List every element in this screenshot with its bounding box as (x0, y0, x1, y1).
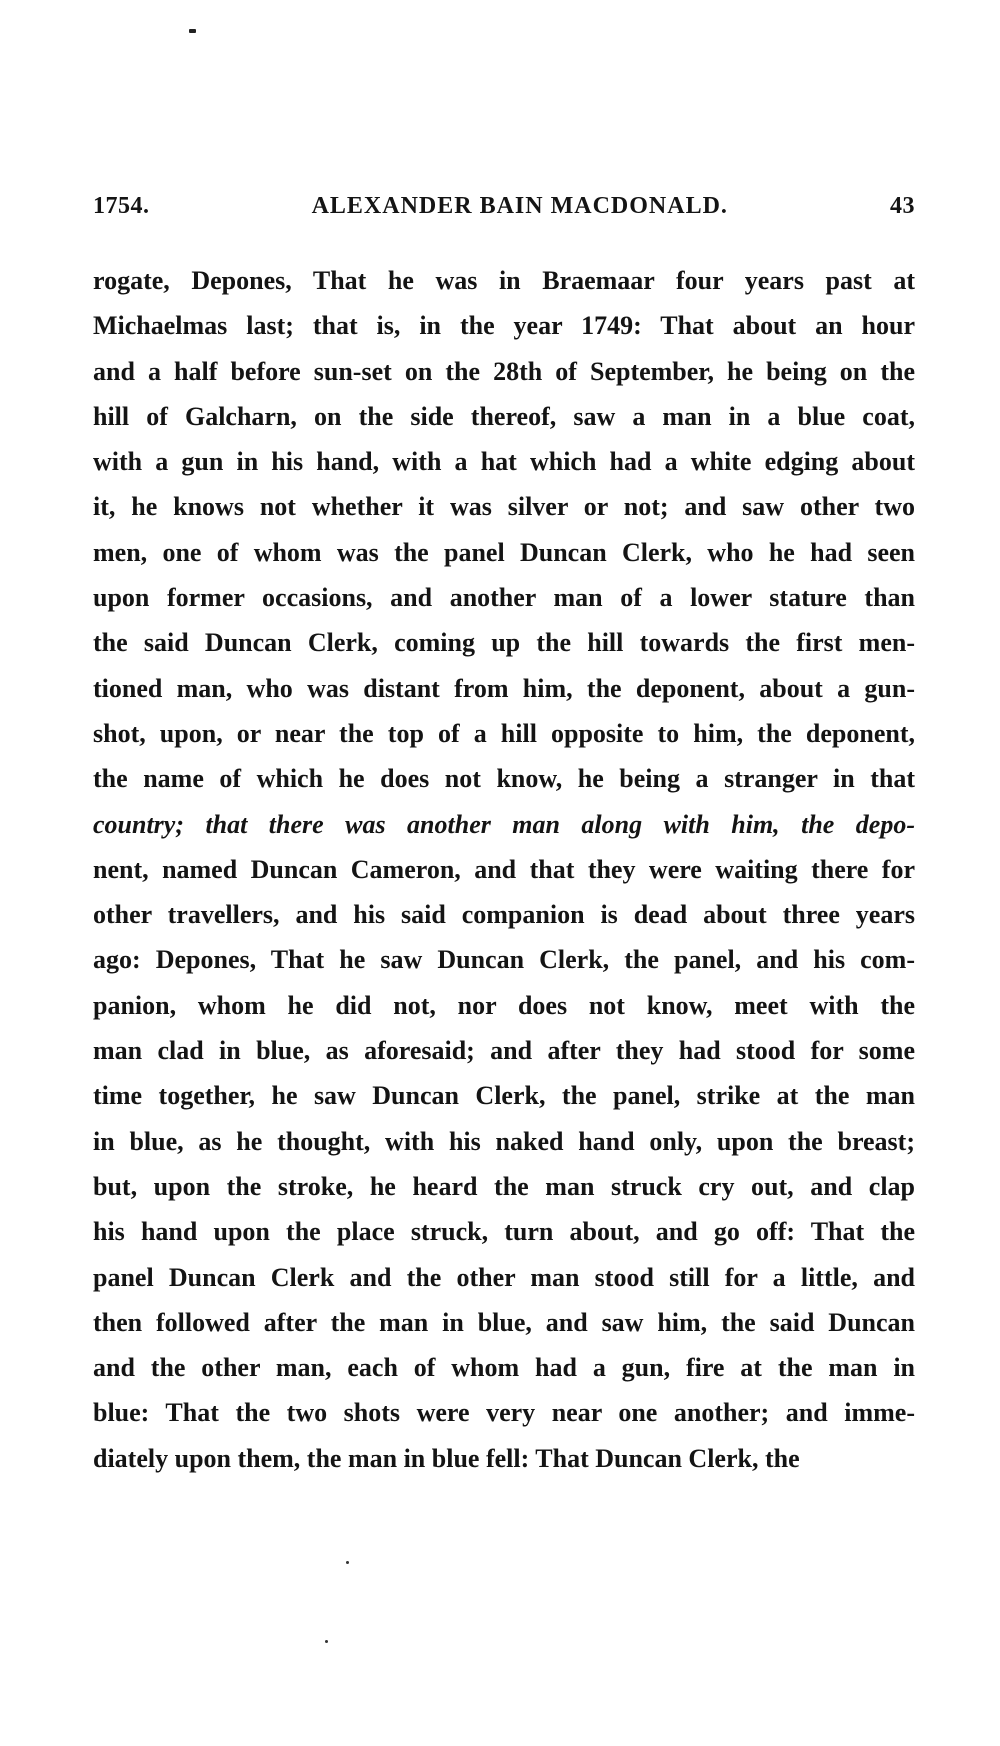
text-line: man clad in blue, as aforesaid; and after they had stood for some (93, 1036, 915, 1066)
text-line: blue: That the two shots were very near one another; and imme- (93, 1398, 915, 1428)
text-line: time together, he saw Duncan Clerk, the panel, strike at the man (93, 1081, 915, 1111)
text-line: nent, named Duncan Cameron, and that they were waiting there for (93, 854, 915, 884)
text-line: tioned man, who was distant from him, the deponent, about a gun- (93, 673, 915, 703)
text-line: then followed after the man in blue, and saw him, the said Duncan (93, 1307, 915, 1337)
text-line: panion, whom he did not, nor does not know, meet with the (93, 990, 915, 1020)
text-line: upon former occasions, and another man of a lower stature than (93, 583, 915, 613)
text-line: diately upon them, the man in blue fell: That Duncan Clerk, the (93, 1443, 800, 1473)
text-line: and a half before sun-set on the 28th of September, he being on the (93, 356, 915, 386)
text-line: in blue, as he thought, with his naked hand only, upon the breast; (93, 1126, 915, 1156)
text-line: the said Duncan Clerk, coming up the hill towards the first men- (93, 628, 915, 658)
text-line: with a gun in his hand, with a hat which had a white edging about (93, 447, 915, 477)
text-line: hill of Galcharn, on the side thereof, saw a man in a blue coat, (93, 401, 915, 431)
text-line: rogate, Depones, That he was in Braemaar four years past at (93, 266, 915, 295)
print-speck (346, 1561, 349, 1564)
text-line: the name of which he does not know, he being a stranger in that (93, 764, 915, 794)
print-speck (325, 1640, 328, 1643)
header-year: 1754. (93, 193, 150, 219)
running-header (93, 193, 915, 229)
text-line: men, one of whom was the panel Duncan Clerk, who he had seen (93, 537, 915, 567)
print-mark (189, 29, 196, 33)
body-text (93, 258, 915, 1481)
text-line: but, upon the stroke, he heard the man struck cry out, and clap (93, 1171, 915, 1201)
page-number: 43 (889, 193, 915, 219)
text-line: panel Duncan Clerk and the other man stood still for a little, and (93, 1262, 915, 1292)
text-line: Michaelmas last; that is, in the year 1749: That about an hour (93, 311, 915, 341)
text-line: it, he knows not whether it was silver or not; and saw other two (93, 492, 915, 522)
running-title: ALEXANDER BAIN MACDONALD. (311, 193, 728, 219)
text-line: country; that there was another man along with him, the depo- (93, 809, 915, 839)
text-line: shot, upon, or near the top of a hill opposite to him, the deponent, (93, 718, 915, 748)
text-line: other travellers, and his said companion is dead about three years (93, 900, 915, 930)
text-line: ago: Depones, That he saw Duncan Clerk, the panel, and his com- (93, 945, 915, 975)
text-line: his hand upon the place struck, turn about, and go off: That the (93, 1217, 915, 1247)
text-line: and the other man, each of whom had a gun, fire at the man in (93, 1353, 915, 1383)
